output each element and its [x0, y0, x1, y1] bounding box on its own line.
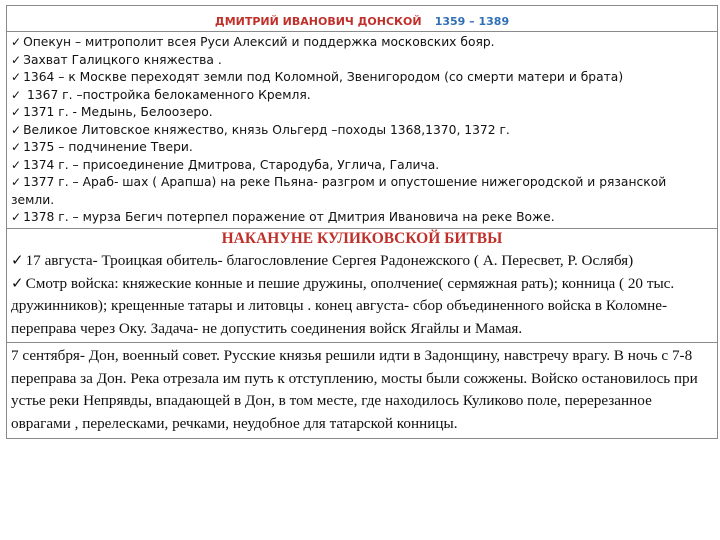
ruler-name: ДМИТРИЙ ИВАНОВИЧ ДОНСКОЙ [214, 15, 422, 28]
war-council-section [7, 343, 718, 438]
list-item: ✓ Смотр войска: княжеские конные и пешие дружины, ополчение( сермяжная рать); конница ( 20 тыс. дружинников); крещенные татары и литовцы . конец августа- сбор объединенного войска в Коломне- переправа через Оку. Задача- не допустить соединения войск Ягайлы и Мамая. [11, 273, 675, 337]
list-item: ✓ 1374 г. – присоединение Дмитрова, Стародуба, Углича, Галича. [11, 157, 713, 175]
list-item: ✓ 1371 г. - Медынь, Белоозеро. [11, 104, 713, 122]
list-item: ✓ 1378 г. – мурза Бегич потерпел поражение от Дмитрия Ивановича на реке Воже. [11, 209, 713, 227]
checkmark-icon: ✓ [11, 87, 22, 102]
section-title: НАКАНУНЕ КУЛИКОВСКОЙ БИТВЫ [221, 229, 503, 247]
checkmark-icon: ✓ [11, 35, 22, 49]
checkmark-icon: ✓ [11, 70, 22, 84]
list-item: ✓ 1367 г. –постройка белокаменного Кремля. [11, 87, 713, 105]
list-item: ✓ Захват Галицкого княжества . [11, 52, 713, 70]
checkmark-icon: ✓ [11, 250, 24, 269]
checkmark-icon: ✓ [11, 105, 22, 119]
checkmark-icon: ✓ [11, 157, 22, 172]
list-item: ✓ Опекун – митрополит всея Руси Алексий и поддержка московских бояр. [11, 34, 713, 52]
checkmark-icon: ✓ [11, 175, 22, 189]
checkmark-icon: ✓ [11, 122, 22, 137]
checkmark-icon: ✓ [11, 52, 22, 67]
content-table [6, 5, 718, 439]
events-section [7, 32, 718, 229]
header-row [7, 6, 718, 32]
list-item: ✓ 1364 – к Москве переходят земли под Коломной, Звенигородом (со смерти матери и брата) [11, 69, 713, 87]
battle-eve-section [7, 228, 718, 343]
list-item: ✓ 1375 – подчинение Твери. [11, 139, 713, 157]
checkmark-icon: ✓ [11, 273, 24, 292]
list-item: ✓ 17 августа- Троицкая обитель- благословление Сергея Радонежского ( А. Пересвет, Р. Ослябя) [11, 249, 713, 272]
reign-years: 1359 – 1389 [434, 15, 510, 28]
list-item: ✓ Великое Литовское княжество, князь Ольгерд –походы 1368,1370, 1372 г. [11, 122, 713, 140]
list-item: ✓ 1377 г. – Араб- шах ( Арапша) на реке Пьяна- разгром и опустошение нижегородской и рязанской земли. [11, 175, 667, 207]
section-text: 7 сентября- Дон, военный совет. Русские князья решили идти в Задонщину, навстречу врагу. В ночь с 7-8 переправа за Дон. Река отрезала им путь к отступлению, мосты были сожжены. Войско остановилось при устье реки Непрявды, впадающей в Дон, в том месте, где находилось Куликово поле, перерезанное оврагами , перелесками, речками, неудобное для татарской конницы. [11, 347, 698, 432]
checkmark-icon: ✓ [11, 140, 22, 154]
checkmark-icon: ✓ [11, 210, 22, 224]
